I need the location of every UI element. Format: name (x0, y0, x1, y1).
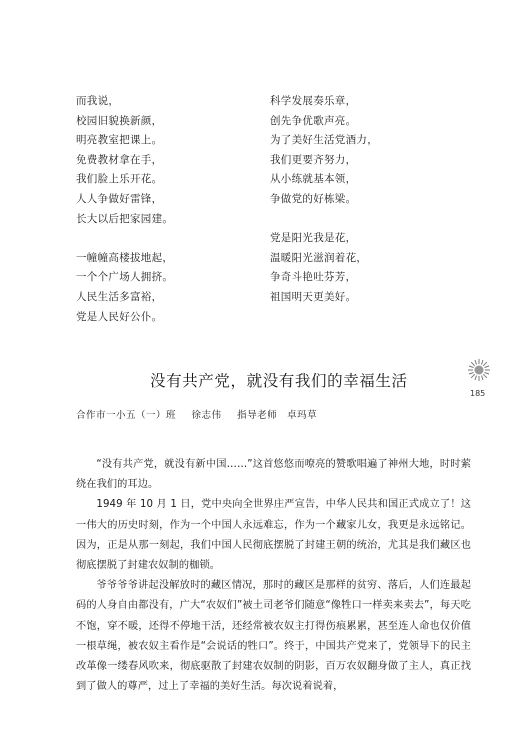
poem-line: 争做党的好栋梁。 (270, 192, 357, 205)
sun-ornament-icon (467, 358, 491, 382)
byline-teacher: 指导老师 卓玛草 (237, 410, 318, 421)
poem-left-column (76, 92, 173, 327)
poem-line: 一个个广场人拥挤。 (76, 271, 174, 284)
byline-author: 徐志伟 (191, 410, 222, 421)
poem-line: 争奇斗艳吐芬芳， (270, 271, 357, 284)
paragraph: 1949 年 10 月 1 日，党中央向全世界庄严宣告，中华人民共和国正式成立了！这一伟大的历史时刻，作为一个中国人永远难忘，作为一个藏家儿女，我更是永远铭记。因为，正是从那一刻起，我们中国人民彻底摆脱了封建王朝的统治，尤其是我们藏区也彻底摆脱了封建农奴制的枷锁。 (76, 499, 471, 572)
poem-line: 党是人民好公仆。 (76, 310, 163, 323)
poem-right-column (270, 92, 378, 308)
poem-line: 我们脸上乐开花。 (76, 173, 163, 186)
poem-line: 校园旧貌换新颜， (76, 114, 163, 127)
article-title: 没有共产党，就没有我们的幸福生活 (150, 372, 408, 390)
poem-line: 创先争优歌声亮。 (270, 114, 357, 127)
byline (76, 407, 329, 421)
poem-line: 长大以后把家园建。 (76, 212, 174, 225)
article-body (76, 455, 471, 697)
stanza-gap (76, 229, 173, 249)
poem-line: 温暖阳光滋润着花， (270, 251, 368, 264)
paragraph: 爷爷爷爷讲起没解放时的藏区情况，那时的藏区是那样的贫穷、落后，人们连最起码的人身自由都没有，广大“农奴们”被土司老爷们随意“像牲口一样卖来卖去”，每天吃不饱，穿不暖，还得不停地干活，还经常被农奴主打得伤痕累累，甚至连人命也仅价值一根草绳，被农奴主看作是“会说话的牲口”。终于，中国共产党来了，党领导下的民主改革像一缕春风吹来，彻底驱散了封建农奴制的阴影，百万农奴翻身做了主人，真正找到了做人的尊严，过上了幸福的美好生活。每次说着说着， (76, 580, 471, 693)
poem-line: 人人争做好雷锋， (76, 192, 163, 205)
poem-line: 从小练就基本领， (270, 173, 357, 186)
poem-line: 免费教材拿在手， (76, 153, 163, 166)
poem-line: 为了美好生活党酒力， (270, 134, 378, 147)
poem-line: 明亮教室把课上。 (76, 134, 163, 147)
poem-line: 党是阳光我是花， (270, 232, 357, 245)
poem-line: 一幢幢高楼拔地起， (76, 251, 174, 264)
byline-school: 合作市一小五（一）班 (76, 410, 177, 421)
paragraph: “没有共产党，就没有新中国……”这首悠悠而嘹亮的赞歌唱遍了神州大地，时时萦绕在我们的耳边。 (76, 459, 471, 491)
poem-line: 祖国明天更美好。 (270, 290, 357, 303)
poem-line: 科学发展奏乐章， (270, 95, 357, 107)
poem-line: 人民生活多富裕， (76, 290, 163, 303)
page-number: 185 (470, 389, 486, 398)
poem-line: 而我说， (76, 95, 120, 107)
poem-line: 我们更要齐努力， (270, 153, 357, 166)
stanza-gap (270, 210, 378, 230)
